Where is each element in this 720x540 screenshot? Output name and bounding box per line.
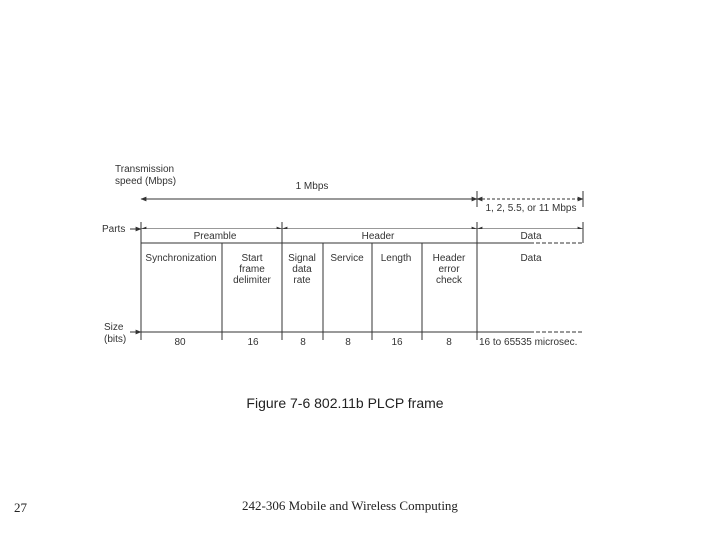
size-label-unit: (bits) (104, 334, 127, 345)
figure-title: 802.11b PLCP frame (314, 395, 444, 411)
field-sfd-line1: Start (241, 253, 263, 264)
size-hec: 8 (446, 337, 452, 348)
field-hec-line3: check (435, 275, 463, 286)
speed-variable-label: 1, 2, 5.5, or 11 Mbps (485, 203, 577, 214)
field-signal-line3: rate (293, 275, 311, 286)
size-sync: 80 (174, 337, 186, 348)
field-data: Data (520, 253, 542, 264)
group-preamble: Preamble (193, 231, 237, 242)
field-hec-line2: error (438, 264, 460, 275)
size-service: 8 (345, 337, 351, 348)
speed-axis-label: Transmission (115, 164, 175, 175)
size-length: 16 (391, 337, 403, 348)
group-data: Data (520, 231, 542, 242)
parts-label: Parts (102, 224, 126, 235)
slide-footer: 242-306 Mobile and Wireless Computing (242, 498, 458, 513)
group-header: Header (361, 231, 395, 242)
speed-1mbps-label: 1 Mbps (295, 181, 329, 192)
figure-caption (0, 395, 690, 411)
field-sfd-line3: delimiter (233, 275, 271, 286)
slide-number: 27 (14, 500, 27, 515)
speed-axis-label-unit: speed (Mbps) (115, 176, 177, 187)
field-service: Service (330, 253, 364, 264)
size-sfd: 16 (247, 337, 259, 348)
field-length: Length (380, 253, 412, 264)
size-signal: 8 (300, 337, 306, 348)
field-sync: Synchronization (145, 253, 217, 264)
field-hec-line1: Header (432, 253, 466, 264)
field-sfd-line2: frame (239, 264, 265, 275)
size-label: Size (104, 322, 124, 333)
size-data: 16 to 65535 microsec. (479, 337, 578, 348)
field-signal-line2: data (292, 264, 312, 275)
figure-number: Figure 7-6 (246, 395, 311, 411)
field-signal-line1: Signal (288, 253, 316, 264)
